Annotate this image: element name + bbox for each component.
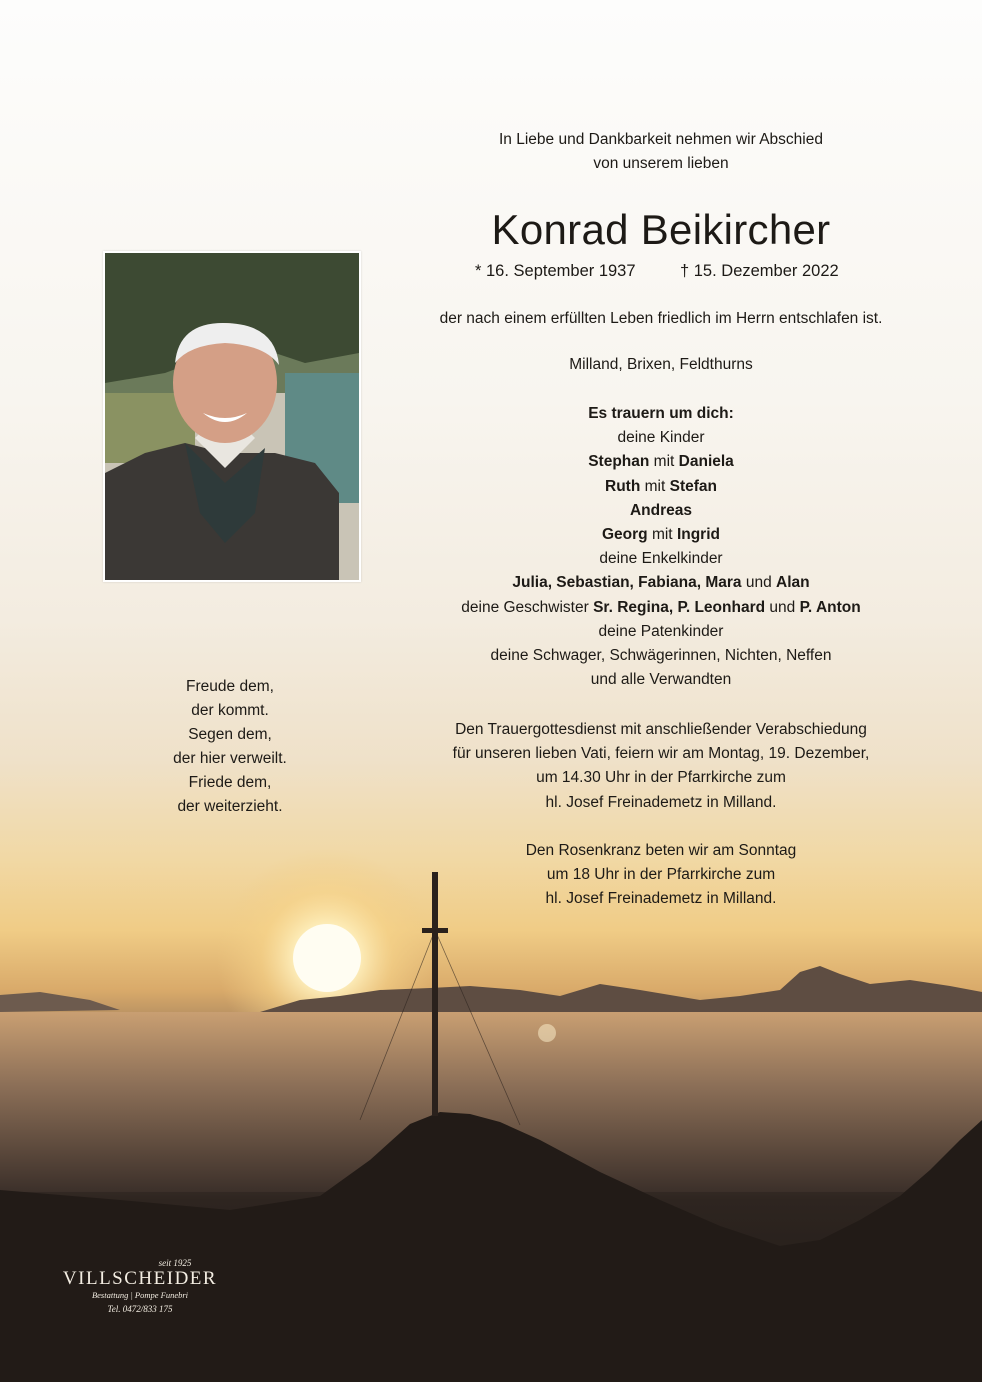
logo-phone: Tel. 0472/833 175 (107, 1304, 173, 1314)
logo-since: seit 1925 (158, 1258, 192, 1268)
poem-line-3: Segen dem, (188, 726, 272, 743)
kind-4: Georg mit Ingrid (601, 526, 720, 544)
rosary-line-1: Den Rosenkranz beten wir am Sonntag (525, 842, 797, 859)
schwager: deine Schwager, Schwägerinnen, Nichten, Neffen (490, 647, 832, 665)
poem-line-4: der hier verweilt. (173, 750, 287, 767)
service-info (400, 718, 922, 815)
mourners-list (400, 402, 922, 692)
poem-line-6: der weiterzieht. (177, 798, 283, 815)
poem-line-2: der kommt. (191, 702, 269, 719)
mourners-heading: Es trauern um dich: (588, 405, 734, 422)
funeral-home-logo (60, 1258, 220, 1314)
geschwister: deine Geschwister Sr. Regina, P. Leonhard und P. Anton (461, 598, 861, 616)
rosary-line-2: um 18 Uhr in der Pfarrkirche zum (546, 866, 776, 884)
kind-3: Andreas (629, 501, 693, 519)
deceased-name: Konrad Beikircher (491, 206, 831, 253)
kinder-label: deine Kinder (617, 429, 705, 447)
poem-line-1: Freude dem, (186, 678, 274, 695)
enkel-names: Julia, Sebastian, Fabiana, Mara und Alan (512, 574, 810, 592)
service-line-3: um 14.30 Uhr in der Pfarrkirche zum (536, 769, 786, 787)
enkel-label: deine Enkelkinder (599, 550, 723, 568)
death-date: † 15. Dezember 2022 (680, 262, 839, 280)
intro-line-2: von unserem lieben (593, 155, 729, 172)
service-line-4: hl. Josef Freinademetz in Milland. (545, 793, 777, 811)
service-line-1: Den Trauergottesdienst mit anschließender Verabschiedung (455, 721, 867, 738)
birth-date: * 16. September 1937 (475, 262, 636, 280)
kind-2: Ruth mit Stefan (605, 477, 717, 495)
poem-line-5: Friede dem, (188, 774, 272, 791)
rosary-info (400, 839, 922, 912)
patenkinder: deine Patenkinder (598, 622, 724, 640)
portrait-illustration (105, 253, 359, 580)
portrait-photo (103, 251, 361, 582)
distant-range-left (0, 992, 120, 1012)
verwandte: und alle Verwandten (590, 671, 732, 689)
service-line-2: für unseren lieben Vati, feiern wir am Montag, 19. Dezember, (452, 745, 870, 763)
sun (293, 924, 361, 992)
logo-brand: VILLSCHEIDER (62, 1268, 218, 1289)
intro-line-1: In Liebe und Dankbarkeit nehmen wir Abschied (499, 131, 823, 148)
intro-text (400, 128, 922, 176)
poem (130, 675, 330, 819)
rosary-line-3: hl. Josef Freinademetz in Milland. (545, 890, 777, 908)
lens-flare (538, 1024, 556, 1042)
subtitle: der nach einem erfüllten Leben friedlich im Herrn entschlafen ist. (439, 310, 883, 327)
places: Milland, Brixen, Feldthurns (569, 356, 753, 373)
logo-subtitle: Bestattung | Pompe Funebri (91, 1290, 189, 1300)
kind-1: Stephan mit Daniela (588, 453, 734, 471)
